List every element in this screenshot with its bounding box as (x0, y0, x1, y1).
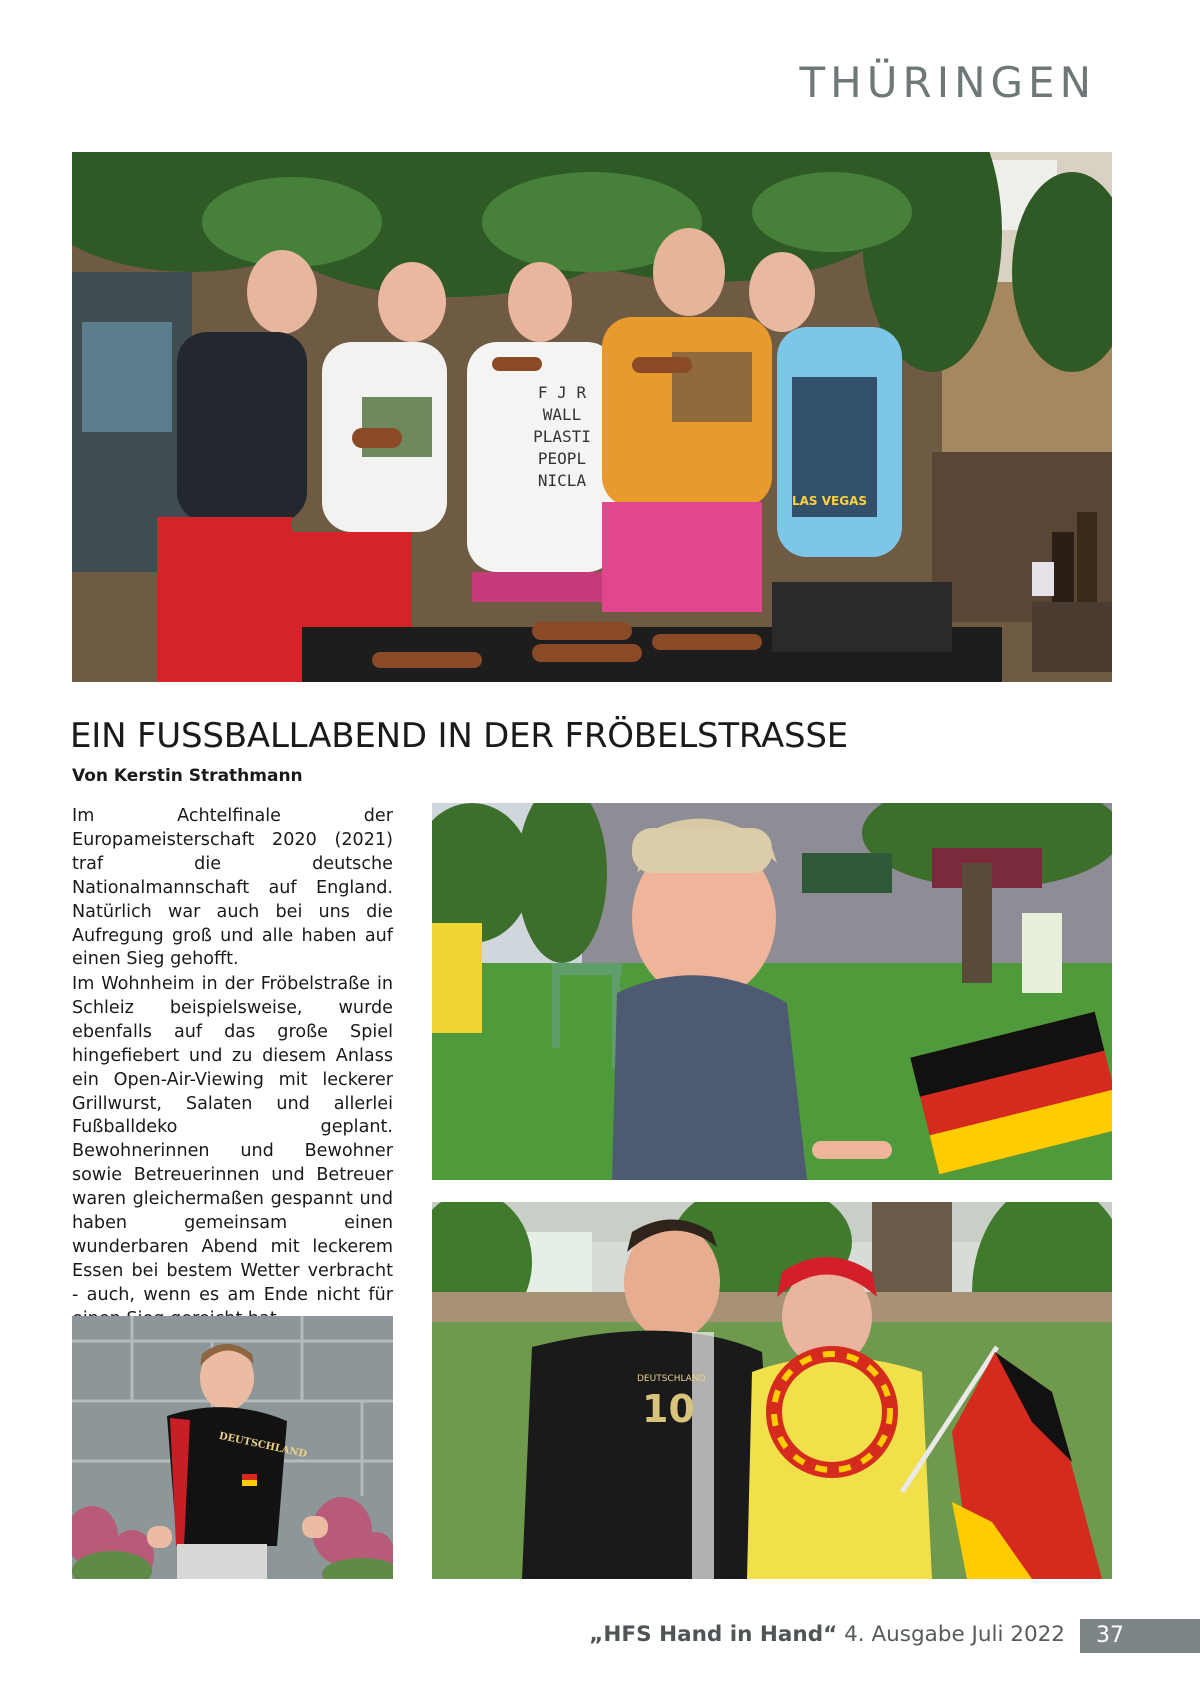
issue-info: 4. Ausgabe Juli 2022 (844, 1622, 1065, 1647)
article-paragraph-1: Im Achtelfinale der Europameisterschaft 2020 (2021) traf die deutsche Nationalmannschaft auf England. Natürlich war auch bei uns die Aufregung groß und alle haben auf einen Sieg gehofft. (72, 806, 393, 970)
sign-text: LAS VEGAS (792, 494, 868, 508)
tshirt-print-1: F J R (537, 383, 587, 402)
photo-man-in-shirt (72, 1316, 393, 1579)
article-title: EIN FUSSBALLABEND IN DER FRÖBELSTRASSE (70, 716, 849, 756)
jersey-number: 10 (642, 1387, 695, 1431)
photo-boy-with-cap (432, 803, 1112, 1180)
tshirt-print-2: WALL (542, 405, 582, 424)
section-title: THÜRINGEN (799, 58, 1096, 107)
tshirt-print-3: PLASTI (533, 427, 591, 446)
publication-name: „HFS Hand in Hand“ (589, 1622, 838, 1647)
footer-publication (560, 1622, 1065, 1647)
article-paragraph-2: Im Wohnheim in der Fröbelstraße in Schleiz beispielsweise, wurde ebenfalls auf das große Spiel hingefiebert und zu diesem Anlass ein Open-Air-Viewing mit leckerer Grillwurst, Salaten und allerlei Fußballdeko geplant. Bewohnerinnen und Bewohner sowie Betreuerinnen und Betreuer waren gleichermaßen gespannt und haben gemeinsam einen wunderbaren Abend mit leckerem Essen bei bestem Wetter verbracht - auch, wenn es am Ende nicht für (72, 974, 393, 1305)
page-number: 37 (1080, 1619, 1200, 1653)
tshirt-print-5: NICLA (537, 471, 587, 490)
photo-barbecue (72, 152, 1112, 682)
article-author: Von Kerstin Strathmann (72, 766, 303, 786)
tshirt-print-4: PEOPL (537, 449, 587, 468)
shirt-print: DEUTSCHLAND (217, 1430, 308, 1461)
jersey-label: DEUTSCHLAND (637, 1374, 706, 1384)
photo-men-with-flag (432, 1202, 1112, 1579)
